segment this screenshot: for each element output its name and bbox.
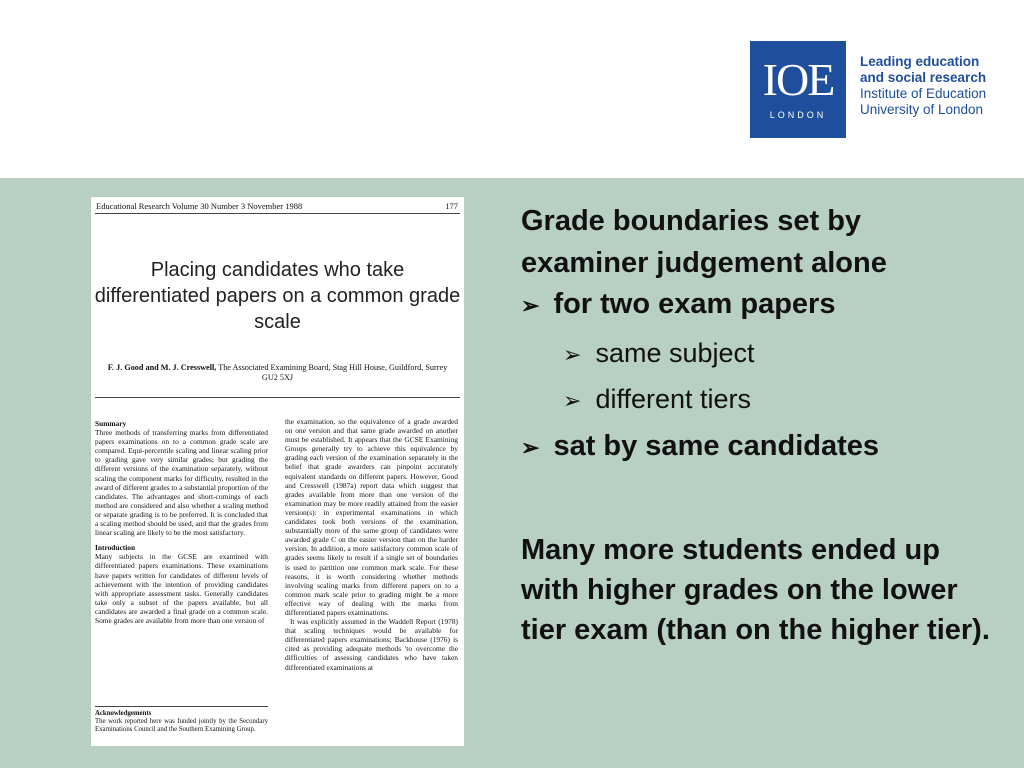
paper-author-names: F. J. Good and M. J. Cresswell, [107, 363, 217, 372]
bullet-text: sat by same candidates [553, 430, 880, 462]
paper-divider [95, 706, 268, 707]
paper-affiliation: The Associated Examining Board, Stag Hill House, Guildford, Surrey GU2 5XJ [216, 363, 448, 382]
sub-bullet-text: same subject [595, 338, 755, 368]
paper-title: Placing candidates who take differentiated papers on a common grade scale [94, 259, 461, 333]
arrow-bullet-icon: ➢ [563, 388, 582, 413]
logo-city: LONDON [769, 110, 827, 120]
paper-summary-text: Three methods of transferring marks from differentiated papers examinations on to a common grade scale are compared. Equi-percentile scaling and linear scaling prior to grading gave very similar grades; but grading the different versions of the examination separately, without scaling the component marks for difficulty, resulted in the award of different grades to a substantial proportion of the candidates. The advantages and short-comings of each method are considered and also whether a scaling method or separate grading is to be preferred. It is concluded that a scaling method should be used, and that the grades from linear scaling are likely to be the most satisfactory. [95, 428, 268, 538]
paper-ack-heading: Acknowledgements [95, 710, 152, 717]
paper-column-right-text-b: It was explicitly assumed in the Waddell Report (1978) that scaling techniques would be available for differentiated papers examinations; Backhouse (1976) is cited as providing adequate methods 'to overcome the difficulties of assessing candidates who have taken differentiated examinations at [285, 617, 458, 672]
paper-column-left [95, 419, 268, 625]
sub-bullet-item [563, 384, 751, 415]
logo-tagline-line: and social research [860, 70, 987, 85]
paper-divider [95, 397, 460, 398]
paper-image [91, 197, 464, 746]
paper-intro-heading: Introduction [95, 543, 136, 553]
ioe-logo [750, 41, 846, 138]
slide-heading: Grade boundaries set by examiner judgement alone [521, 205, 887, 279]
arrow-bullet-icon: ➢ [521, 293, 540, 318]
paper-ack-text: The work reported here was funded jointly by the Secondary Examinations Council and the Southern Examining Group. [95, 718, 268, 734]
slide-conclusion: Many more students ended up with higher grades on the lower tier exam (than on the higher tier). [521, 534, 990, 646]
paper-summary-heading: Summary [95, 419, 127, 428]
logo-institution-line: University of London [860, 102, 984, 117]
paper-journal: Educational Research Volume 30 Number 3 November 1988 [96, 201, 303, 211]
arrow-bullet-icon: ➢ [521, 435, 540, 460]
paper-divider [95, 213, 460, 214]
logo-tagline [860, 54, 986, 118]
logo-mark: IOE [762, 54, 834, 105]
paper-authors [101, 363, 454, 383]
sub-bullet-item [563, 338, 755, 369]
sub-bullet-text: different tiers [595, 384, 752, 414]
bullet-item [521, 288, 835, 321]
paper-column-right [285, 417, 458, 672]
paper-column-right-text: the examination, so the equivalence of a grade awarded on one version and that same grade awarded on another must be established. It appears that the GCSE Examining Groups generally try to achieve this equivalence by grading each version of the examination separately in the belief that grade awarders can pinpoint accurately equivalent standards on different papers. However, Good and Cresswell (1987a) report data which suggest that grades available from more than one version of the examination may be more readily attained from the easier version(s): in experimental examinations in which candidates took both versions of the examination, substantially more of the same group of candidates were awarded grade C on the easier version than on the harder version. In addition, a more satisfactory common scale of grades seems likely to result if a single set of boundaries is used to partition one common mark scale. For these reasons, it is worth considering whether methods involving scaling marks from different papers on to a common mark scale prior to grading might be a more effective way of dealing with the marks from differentiated papers examinations. [285, 417, 458, 617]
bullet-item [521, 430, 879, 463]
bullet-text: for two exam papers [553, 288, 836, 320]
paper-intro-text: Many subjects in the GCSE are examined with differentiated papers examinations. These examinations have papers written for candidates of different levels of achievement with the intention of providing candidates with appropriate assessment tasks. Generally candidates take only a subset of the papers available, but all candidates are awarded a final grade on a common scale. Some grades are available from more than one version of [95, 552, 268, 625]
paper-running-header [96, 201, 458, 211]
paper-page-number: 177 [445, 201, 458, 211]
paper-acknowledgements [95, 710, 268, 735]
arrow-bullet-icon: ➢ [563, 342, 582, 367]
logo-tagline-line: Leading education [860, 54, 980, 69]
logo-institution-line: Institute of Education [860, 86, 987, 101]
slide-header [0, 0, 1024, 178]
